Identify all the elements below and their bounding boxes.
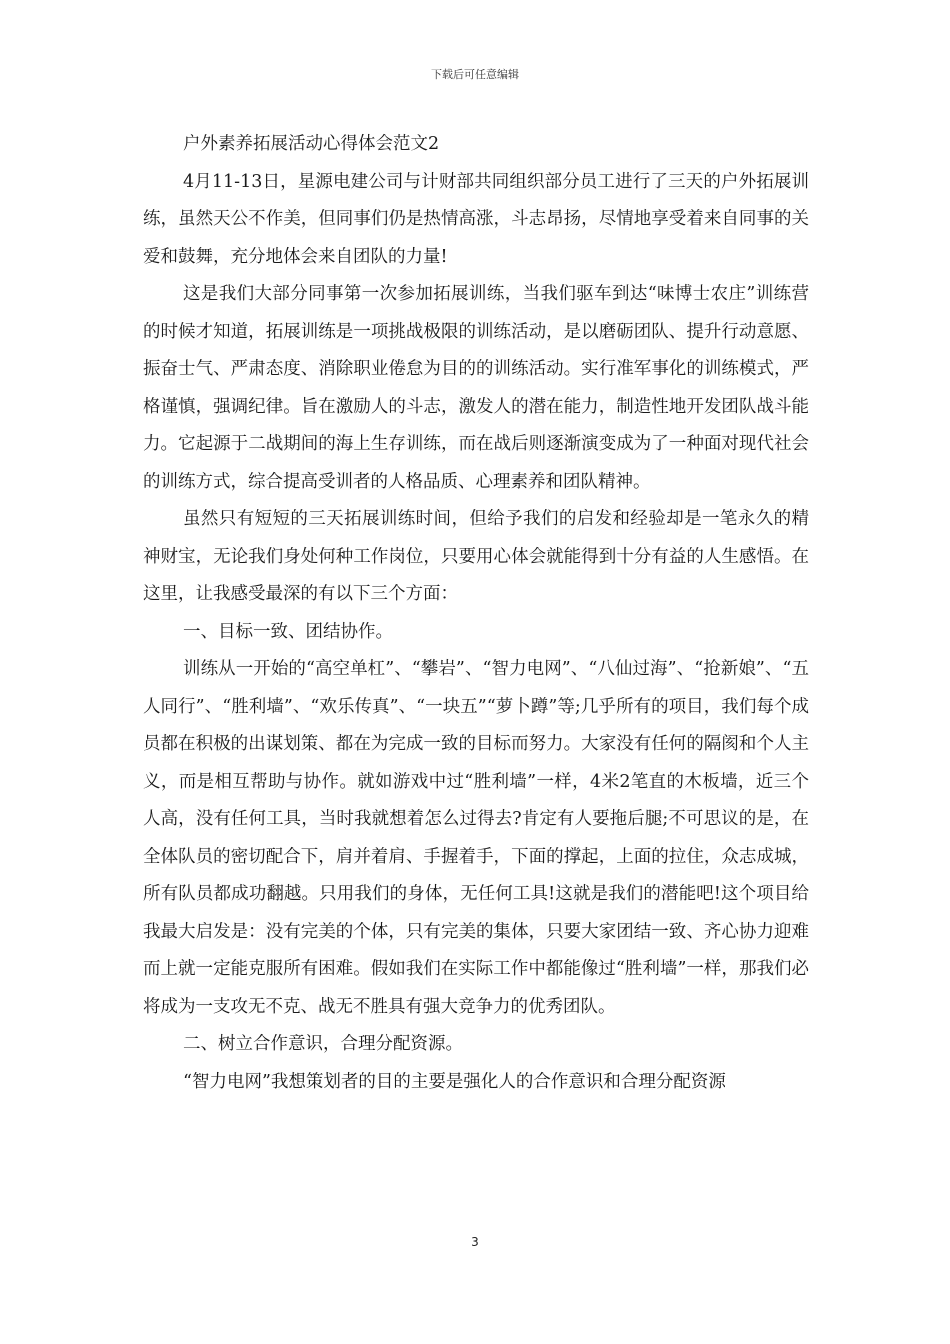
- paragraph-background: 这是我们大部分同事第一次参加拓展训练，当我们驱车到达“味博士农庄”训练营的时候才知道，拓展训练是一项挑战极限的训练活动，是以磨砺团队、提升行动意愿、振奋士气、严肃态度、消除职业倦怠为目的的训练活动。实行准军事化的训练模式，严格谨慎，强调纪律。旨在激励人的斗志，激发人的潜在能力，制造性地开发团队战斗能力。它起源于二战期间的海上生存训练，而在战后则逐渐演变成为了一种面对现代社会的训练方式，综合提高受训者的人格品质、心理素养和团队精神。: [143, 284, 809, 492]
- document-body: [143, 126, 809, 1101]
- page-number: 3: [471, 1235, 479, 1249]
- paragraph-insights: 虽然只有短短的三天拓展训练时间，但给予我们的启发和经验却是一笔永久的精神财宝，无论我们身处何种工作岗位，只要用心体会就能得到十分有益的人生感悟。在这里，让我感受最深的有以下三个方面：: [143, 509, 809, 604]
- section-paragraph-2: “智力电网”我想策划者的目的主要是强化人的合作意识和合理分配资源: [183, 1071, 726, 1092]
- document-title: 户外素养拓展活动心得体会范文2: [183, 134, 440, 154]
- section-heading-1: 一、目标一致、团结协作。: [183, 621, 393, 642]
- section-paragraph-1: 训练从一开始的“高空单杠”、“攀岩”、“智力电网”、“八仙过海”、“抢新娘”、“五人同行”、“胜利墙”、“欢乐传真”、“一块五”“萝卜蹲”等;几乎所有的项目，我们每个成员都在积极的出谋划策、都在为完成一致的目标而努力。大家没有任何的隔阂和个人主义，而是相互帮助与协作。就如游戏中过“胜利墙”一样，4米2笔直的木板墙，近三个人高，没有任何工具，当时我就想着怎么过得去?肯定有人要拖后腿;不可思议的是，在全体队员的密切配合下，肩并着肩、手握着手，下面的撑起，上面的拉住，众志成城，所有队员都成功翻越。只用我们的身体，无任何工具!这就是我们的潜能吧!这个项目给我最大启发是：没有完美的个体，只有完美的集体，只要大家团结一致、齐心协力迎难而上就一定能克服所有困难。假如我们在实际工作中都能像过“胜利墙”一样，那我们必将成为一支攻无不克、战无不胜具有强大竞争力的优秀团队。: [143, 659, 809, 1017]
- paragraph-intro: 4月11-13日，星源电建公司与计财部共同组织部分员工进行了三天的户外拓展训练，虽然天公不作美，但同事们仍是热情高涨，斗志昂扬，尽情地享受着来自同事的关爱和鼓舞，充分地体会来自团队的力量!: [143, 171, 809, 267]
- section-heading-2: 二、树立合作意识，合理分配资源。: [183, 1034, 463, 1054]
- page-header: 下载后可任意编辑: [431, 68, 519, 81]
